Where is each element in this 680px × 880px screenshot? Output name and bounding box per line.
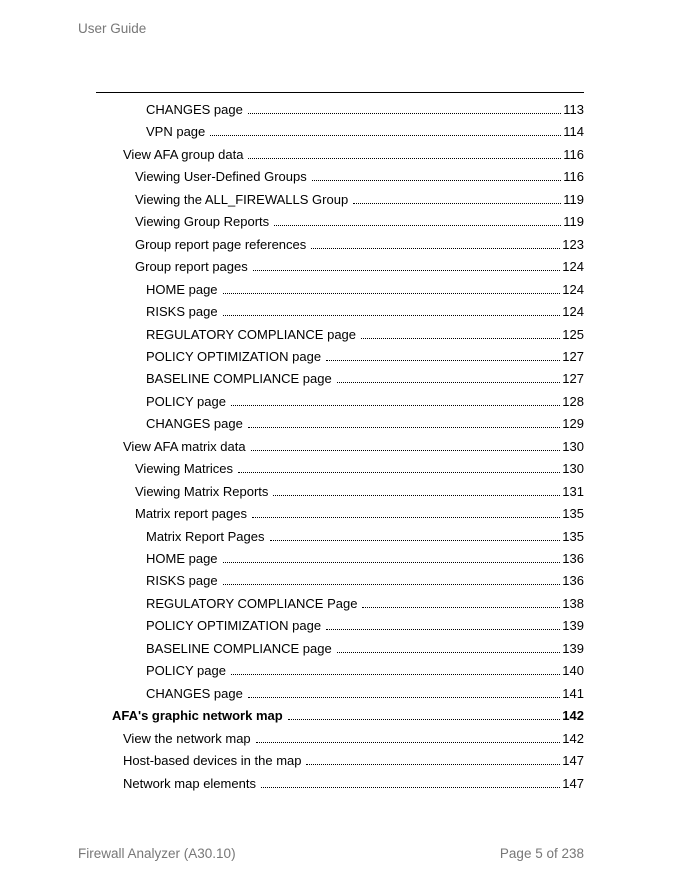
toc-entry-title: RISKS page [146, 573, 218, 589]
toc-entry-title: POLICY OPTIMIZATION page [146, 348, 322, 364]
footer-product: Firewall Analyzer (A30.10) [78, 846, 236, 861]
toc-leader-dots [223, 562, 561, 563]
toc-entry[interactable] [146, 636, 584, 656]
toc-leader-dots [223, 584, 561, 585]
toc-entry-title: REGULATORY COMPLIANCE Page [146, 595, 358, 611]
toc-leader-dots [312, 180, 562, 181]
toc-entry[interactable] [146, 299, 584, 319]
toc-entry-title: POLICY page [146, 393, 226, 409]
toc-leader-dots [252, 517, 560, 518]
toc-entry[interactable] [146, 681, 584, 701]
toc-leader-dots [248, 113, 561, 114]
toc-entry[interactable] [146, 322, 584, 342]
toc-entry-title: View the network map [123, 730, 251, 746]
toc-entry-title: POLICY page [146, 663, 226, 679]
toc-leader-dots [261, 787, 560, 788]
toc-entry[interactable] [135, 232, 584, 252]
toc-leader-dots [238, 472, 560, 473]
toc-entry-title: CHANGES page [146, 685, 243, 701]
toc-entry-title: Network map elements [123, 775, 256, 791]
toc-entry[interactable] [135, 164, 584, 184]
toc-entry-title: AFA's graphic network map [112, 708, 283, 724]
toc-entry[interactable] [123, 748, 584, 768]
toc-leader-dots [274, 225, 561, 226]
toc-entry[interactable] [123, 142, 584, 162]
toc-entry-page-number: 142 [562, 708, 584, 724]
toc-entry-page-number: 116 [563, 146, 584, 162]
toc-leader-dots [256, 742, 561, 743]
toc-entry-page-number: 119 [563, 191, 584, 207]
toc-leader-dots [223, 315, 561, 316]
toc-entry-title: HOME page [146, 551, 218, 566]
toc-entry-page-number: 114 [563, 124, 584, 140]
toc-entry-page-number: 139 [562, 640, 584, 656]
toc-entry[interactable] [135, 187, 584, 207]
toc-entry-title: Viewing Matrices [135, 461, 234, 477]
toc-leader-dots [270, 540, 561, 541]
toc-entry-page-number: 124 [562, 281, 584, 297]
toc-entry-title: Viewing User-Defined Groups [135, 169, 307, 185]
toc-entry[interactable] [146, 568, 584, 588]
toc-entry-title: Group report pages [135, 259, 248, 275]
toc-entry-page-number: 135 [562, 506, 584, 522]
toc-entry[interactable] [123, 434, 584, 454]
toc-entry[interactable] [135, 456, 584, 476]
toc-leader-dots [231, 674, 560, 675]
toc-entry-title: POLICY OPTIMIZATION page [146, 618, 322, 634]
toc-entry-title: Viewing Group Reports [135, 214, 270, 230]
toc-entry-page-number: 138 [562, 595, 584, 611]
toc-leader-dots [231, 405, 560, 406]
toc-entry-title: Group report page references [135, 236, 307, 252]
toc-entry-page-number: 136 [562, 573, 584, 589]
toc-entry[interactable] [123, 771, 584, 791]
toc-leader-dots [248, 158, 561, 159]
toc-entry[interactable] [135, 254, 584, 274]
toc-entry-page-number: 113 [563, 102, 584, 117]
toc-leader-dots [273, 495, 560, 496]
toc-entry-page-number: 130 [562, 461, 584, 477]
toc-entry-page-number: 136 [562, 551, 584, 566]
toc-entry[interactable] [146, 524, 584, 544]
toc-entry-page-number: 141 [562, 685, 584, 701]
toc-entry-title: View AFA matrix data [123, 438, 246, 454]
toc-entry-page-number: 142 [562, 730, 584, 746]
toc-entry-page-number: 139 [562, 618, 584, 634]
toc-leader-dots [337, 382, 561, 383]
toc-entry[interactable] [146, 546, 584, 566]
toc-entry[interactable] [146, 119, 584, 139]
toc-entry-title: Matrix Report Pages [146, 528, 265, 544]
toc-entry[interactable] [146, 658, 584, 678]
toc-entry[interactable] [135, 209, 584, 229]
toc-entry-page-number: 127 [562, 371, 584, 387]
toc-entry-page-number: 131 [562, 483, 584, 499]
toc-entry-title: HOME page [146, 281, 218, 297]
toc-entry-page-number: 125 [562, 326, 584, 342]
toc-entry-title: RISKS page [146, 304, 218, 320]
toc-entry-title: Viewing Matrix Reports [135, 483, 269, 499]
toc-entry-title: REGULATORY COMPLIANCE page [146, 326, 357, 342]
toc-entry-page-number: 116 [563, 169, 584, 185]
toc-entry[interactable] [146, 366, 584, 386]
toc-entry-page-number: 127 [562, 348, 584, 364]
toc-leader-dots [248, 697, 560, 698]
toc-entry[interactable] [135, 501, 584, 521]
toc-entry-page-number: 123 [562, 236, 584, 252]
header-rule [96, 92, 584, 93]
toc-entry-title: CHANGES page [146, 416, 243, 432]
toc-entry[interactable] [146, 97, 584, 117]
toc-entry-page-number: 147 [562, 775, 584, 791]
toc-leader-dots [353, 203, 561, 204]
toc-entry-page-number: 124 [562, 259, 584, 275]
toc-leader-dots [306, 764, 560, 765]
toc-entry-title: Viewing the ALL_FIREWALLS Group [135, 191, 349, 207]
toc-entry[interactable] [146, 411, 584, 431]
toc-entry-title: Matrix report pages [135, 506, 247, 522]
toc-leader-dots [361, 338, 560, 339]
footer-page-number: Page 5 of 238 [499, 846, 584, 861]
toc-entry-page-number: 129 [562, 416, 584, 432]
toc-entry-page-number: 130 [562, 438, 584, 454]
toc-entry[interactable] [112, 703, 584, 723]
toc-entry-page-number: 147 [562, 753, 584, 769]
toc-entry[interactable] [146, 344, 584, 364]
toc-leader-dots [210, 135, 561, 136]
toc-leader-dots [251, 450, 561, 451]
toc-entry-page-number: 128 [562, 393, 584, 409]
toc-entry-page-number: 140 [562, 663, 584, 679]
header-label: User Guide [78, 21, 147, 36]
toc-leader-dots [223, 293, 561, 294]
toc-leader-dots [326, 360, 560, 361]
toc-entry-title: BASELINE COMPLIANCE page [146, 371, 332, 387]
toc-leader-dots [248, 427, 560, 428]
toc-leader-dots [326, 629, 560, 630]
toc-entry-page-number: 119 [563, 214, 584, 230]
toc-entry[interactable] [146, 591, 584, 611]
toc-entry[interactable] [146, 389, 584, 409]
toc-entry[interactable] [146, 613, 584, 633]
toc-entry-title: Host-based devices in the map [123, 753, 302, 769]
toc-leader-dots [288, 719, 561, 720]
toc-entry-title: VPN page [146, 124, 206, 140]
toc-leader-dots [253, 270, 561, 271]
toc-entry[interactable] [146, 277, 584, 297]
toc-entry-page-number: 124 [562, 304, 584, 320]
toc-entry-title: CHANGES page [146, 102, 243, 117]
toc-leader-dots [362, 607, 560, 608]
toc-leader-dots [311, 248, 560, 249]
toc-entry[interactable] [123, 726, 584, 746]
toc-entry-title: BASELINE COMPLIANCE page [146, 640, 332, 656]
toc-entry[interactable] [135, 479, 584, 499]
toc-entry-title: View AFA group data [123, 146, 244, 162]
toc-entry-page-number: 135 [562, 528, 584, 544]
toc-leader-dots [337, 652, 561, 653]
